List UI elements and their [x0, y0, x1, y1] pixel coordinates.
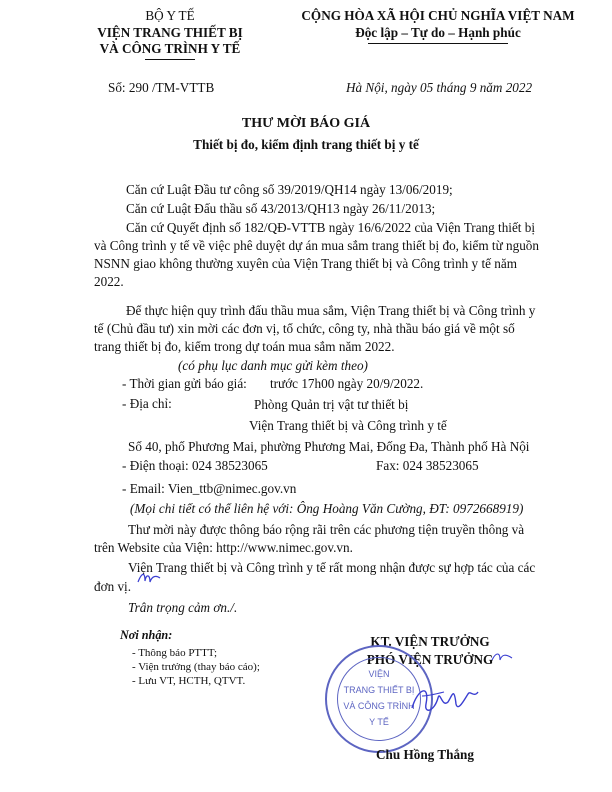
appendix-note: (có phụ lục danh mục gửi kèm theo)	[178, 358, 368, 373]
stamp-text: VÀ CÔNG TRÌNH	[343, 701, 415, 711]
legal-basis-1: Căn cứ Luật Đầu tư công số 39/2019/QH14 ngày 13/06/2019;	[126, 182, 453, 197]
document-title: THƯ MỜI BÁO GIÁ	[241, 116, 371, 131]
document-subtitle: Thiết bị đo, kiểm định trang thiết bị y tế	[193, 137, 419, 152]
header-divider-right	[368, 43, 508, 44]
email-address[interactable]: - Email: Vien_ttb@nimec.gov.vn	[122, 481, 297, 496]
handwritten-signature	[408, 678, 482, 722]
contact-person: (Mọi chi tiết có thể liên hệ với: Ông Hoàng Văn Cường, ĐT: 0972668919)	[130, 501, 524, 516]
address-line-1: Phòng Quản trị vật tư thiết bị	[254, 397, 409, 412]
decision-line-4: 2022.	[94, 274, 124, 289]
cooperation-line-1: Viện Trang thiết bị và Công trình y tế rất mong nhận được sự hợp tác của các	[128, 560, 536, 575]
address-line-2: Viện Trang thiết bị và Công trình y tế	[249, 418, 447, 433]
announcement-line-1: Thư mời này được thông báo rộng rãi trên các phương tiện truyền thông và	[128, 522, 525, 537]
announcement-line-2: trên Website của Viện: http://www.nimec.gov.vn.	[94, 540, 353, 555]
signature-flourish	[490, 650, 514, 664]
legal-basis-2: Căn cứ Luật Đấu thầu số 43/2013/QH13 ngày 26/11/2013;	[126, 201, 436, 216]
recipient-item: - Viện trưởng (thay báo cáo);	[132, 661, 260, 673]
republic-name: CỘNG HÒA XÃ HỘI CHỦ NGHĨA VIỆT NAM	[301, 8, 575, 23]
place-and-date: Hà Nội, ngày 05 tháng 9 năm 2022	[346, 80, 533, 95]
cooperation-line-2: đơn vị.	[94, 579, 132, 594]
initials-mark	[136, 570, 162, 586]
recipients-label: Nơi nhận:	[120, 628, 173, 642]
deadline-label: - Thời gian gửi báo giá:	[122, 376, 247, 391]
signer-role-1: KT. VIỆN TRƯỞNG	[370, 634, 490, 649]
closing-remark: Trân trọng cảm ơn./.	[128, 600, 238, 615]
document-number: Số: 290 /TM-VTTB	[108, 80, 215, 95]
deadline-value: trước 17h00 ngày 20/9/2022.	[270, 376, 424, 391]
address-label: - Địa chỉ:	[122, 396, 172, 411]
national-motto: Độc lập – Tự do – Hạnh phúc	[355, 25, 521, 40]
recipient-item: - Thông báo PTTT;	[132, 647, 218, 659]
invitation-line-1: Để thực hiện quy trình đấu thầu mua sắm, Viện Trang thiết bị và Công trình y	[126, 303, 536, 318]
recipient-item: - Lưu VT, HCTH, QTVT.	[132, 675, 246, 687]
institute-name-line1: VIỆN TRANG THIẾT BỊ	[97, 25, 243, 40]
ministry-name: BỘ Y TẾ	[145, 8, 195, 23]
phone-number: - Điện thoại: 024 38523065	[122, 458, 268, 473]
invitation-line-3: trang thiết bị đo, kiểm trong dự toán mua sắm năm 2022.	[94, 339, 395, 354]
header-divider-left	[145, 59, 195, 60]
invitation-line-2: tế (Chủ đầu tư) xin mời các đơn vị, tổ chức, công ty, nhà thầu báo giá về một số	[94, 321, 515, 336]
stamp-text: Y TẾ	[369, 717, 389, 727]
decision-line-2: và Công trình y tế về việc phê duyệt dự án mua sắm trang thiết bị đo, kiểm từ nguồn	[94, 238, 539, 253]
stamp-text: TRANG THIẾT BỊ	[343, 685, 415, 695]
decision-line-3: NSNN giao không thường xuyên của Viện Trang thiết bị và Công trình y tế năm	[94, 256, 517, 271]
address-line-3: Số 40, phố Phương Mai, phường Phương Mai, Đống Đa, Thành phố Hà Nội	[128, 439, 530, 454]
decision-line-1: Căn cứ Quyết định số 182/QĐ-VTTB ngày 16/6/2022 của Viện Trang thiết bị	[126, 220, 536, 235]
stamp-text: VIỆN	[368, 669, 390, 679]
signer-name: Chu Hồng Thắng	[376, 747, 474, 762]
fax-number: Fax: 024 38523065	[376, 458, 479, 473]
institute-name-line2: VÀ CÔNG TRÌNH Y TẾ	[99, 41, 241, 56]
signer-role-2: PHÓ VIỆN TRƯỞNG	[366, 652, 494, 667]
